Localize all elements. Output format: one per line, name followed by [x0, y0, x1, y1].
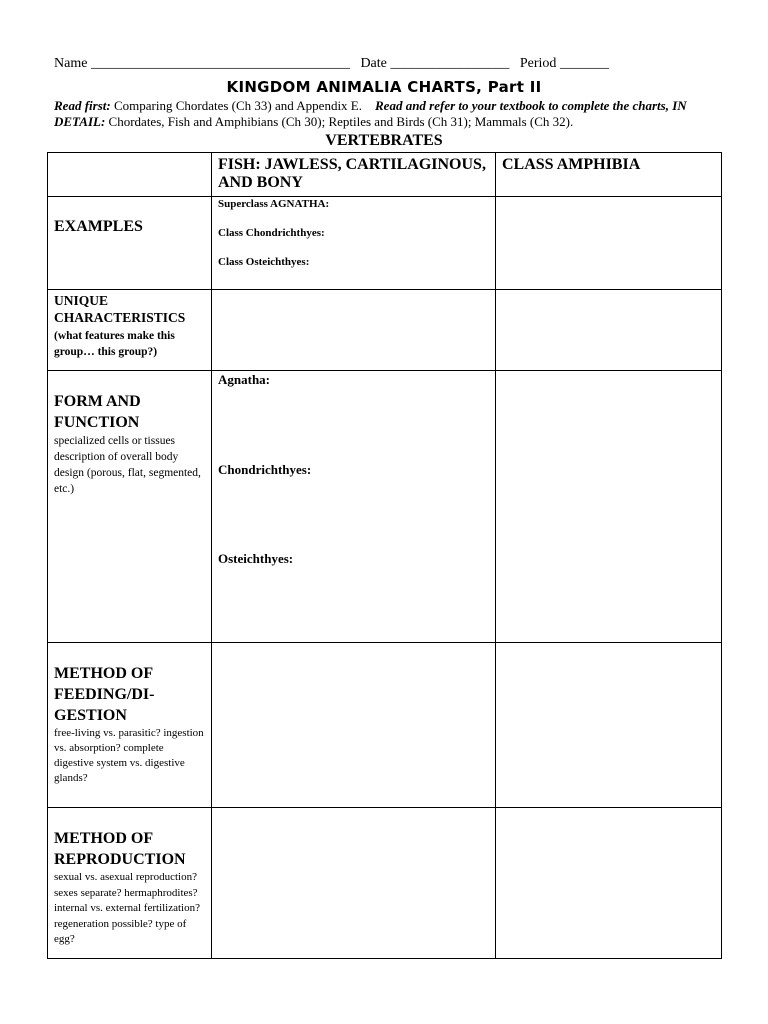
refer-label: Read and refer to your textbook to complete the charts, IN DETAIL:	[54, 98, 687, 129]
unique-label: UNIQUE CHARACTERISTICS	[54, 293, 186, 325]
row-label-repro	[48, 808, 212, 959]
period-blank[interactable]: _______	[559, 56, 609, 71]
form-osteichthyes-label: Osteichthyes:	[218, 551, 294, 566]
examples-chondrichthyes-label: Class Chondrichthyes:	[218, 227, 325, 239]
examples-amphibia-cell[interactable]	[496, 197, 722, 290]
form-sub: specialized cells or tissues description of overall body design (porous, flat, segmented, etc.)	[54, 435, 201, 495]
feeding-amphibia-cell[interactable]	[496, 643, 722, 808]
row-label-examples	[48, 197, 212, 290]
form-amphibia-cell[interactable]	[496, 371, 722, 643]
page-title: KINGDOM ANIMALIA CHARTS, Part II	[226, 78, 542, 96]
name-label: Name	[54, 56, 88, 71]
unique-sub: (what features make this group… this group?)	[54, 330, 175, 358]
period-label: Period	[519, 56, 557, 71]
examples-osteichthyes-label: Class Osteichthyes:	[218, 256, 310, 268]
student-info-line	[54, 56, 609, 72]
form-fish-cell[interactable]	[212, 371, 496, 643]
row-label-unique	[48, 290, 212, 371]
feeding-label: METHOD OF FEEDING/DI-GESTION	[54, 665, 155, 724]
read-first-label: Read first:	[54, 98, 111, 113]
unique-amphibia-cell[interactable]	[496, 290, 722, 371]
repro-label: METHOD OF REPRODUCTION	[54, 830, 186, 868]
row-label-feeding	[48, 643, 212, 808]
form-agnatha-label: Agnatha:	[218, 372, 271, 387]
form-chondrichthyes-label: Chondrichthyes:	[218, 462, 312, 477]
name-blank[interactable]: _____________________________________	[90, 56, 350, 71]
examples-agnatha-label: Superclass AGNATHA:	[218, 198, 330, 210]
repro-amphibia-cell[interactable]	[496, 808, 722, 959]
feeding-fish-cell[interactable]	[212, 643, 496, 808]
repro-sub: sexual vs. asexual reproduction? sexes separate? hermaphrodites? internal vs. external fertilization? regeneration possible? type of egg?	[54, 871, 200, 945]
header-fish-label: FISH: JAWLESS, CARTILAGINOUS, AND BONY	[218, 156, 486, 191]
read-first-text: Comparing Chordates (Ch 33) and Appendix E.	[113, 98, 363, 113]
form-label: FORM AND FUNCTION	[54, 393, 141, 431]
feeding-sub: free-living vs. parasitic? ingestion vs. absorption? complete digestive system vs. digestive glands?	[54, 727, 204, 784]
date-blank[interactable]: _________________	[390, 56, 510, 71]
refer-text: Chordates, Fish and Amphibians (Ch 30); Reptiles and Birds (Ch 31); Mammals (Ch 32).	[108, 114, 574, 129]
vertebrates-chart	[47, 152, 722, 959]
header-blank-cell	[48, 153, 212, 197]
unique-fish-cell[interactable]	[212, 290, 496, 371]
instructions	[54, 98, 724, 130]
section-title: VERTEBRATES	[325, 132, 443, 149]
header-amphibia-label: CLASS AMPHIBIA	[502, 156, 641, 173]
examples-fish-cell[interactable]	[212, 197, 496, 290]
examples-label: EXAMPLES	[54, 218, 143, 235]
header-amphibia	[496, 153, 722, 197]
date-label: Date	[360, 56, 387, 71]
header-fish	[212, 153, 496, 197]
row-label-form	[48, 371, 212, 643]
repro-fish-cell[interactable]	[212, 808, 496, 959]
